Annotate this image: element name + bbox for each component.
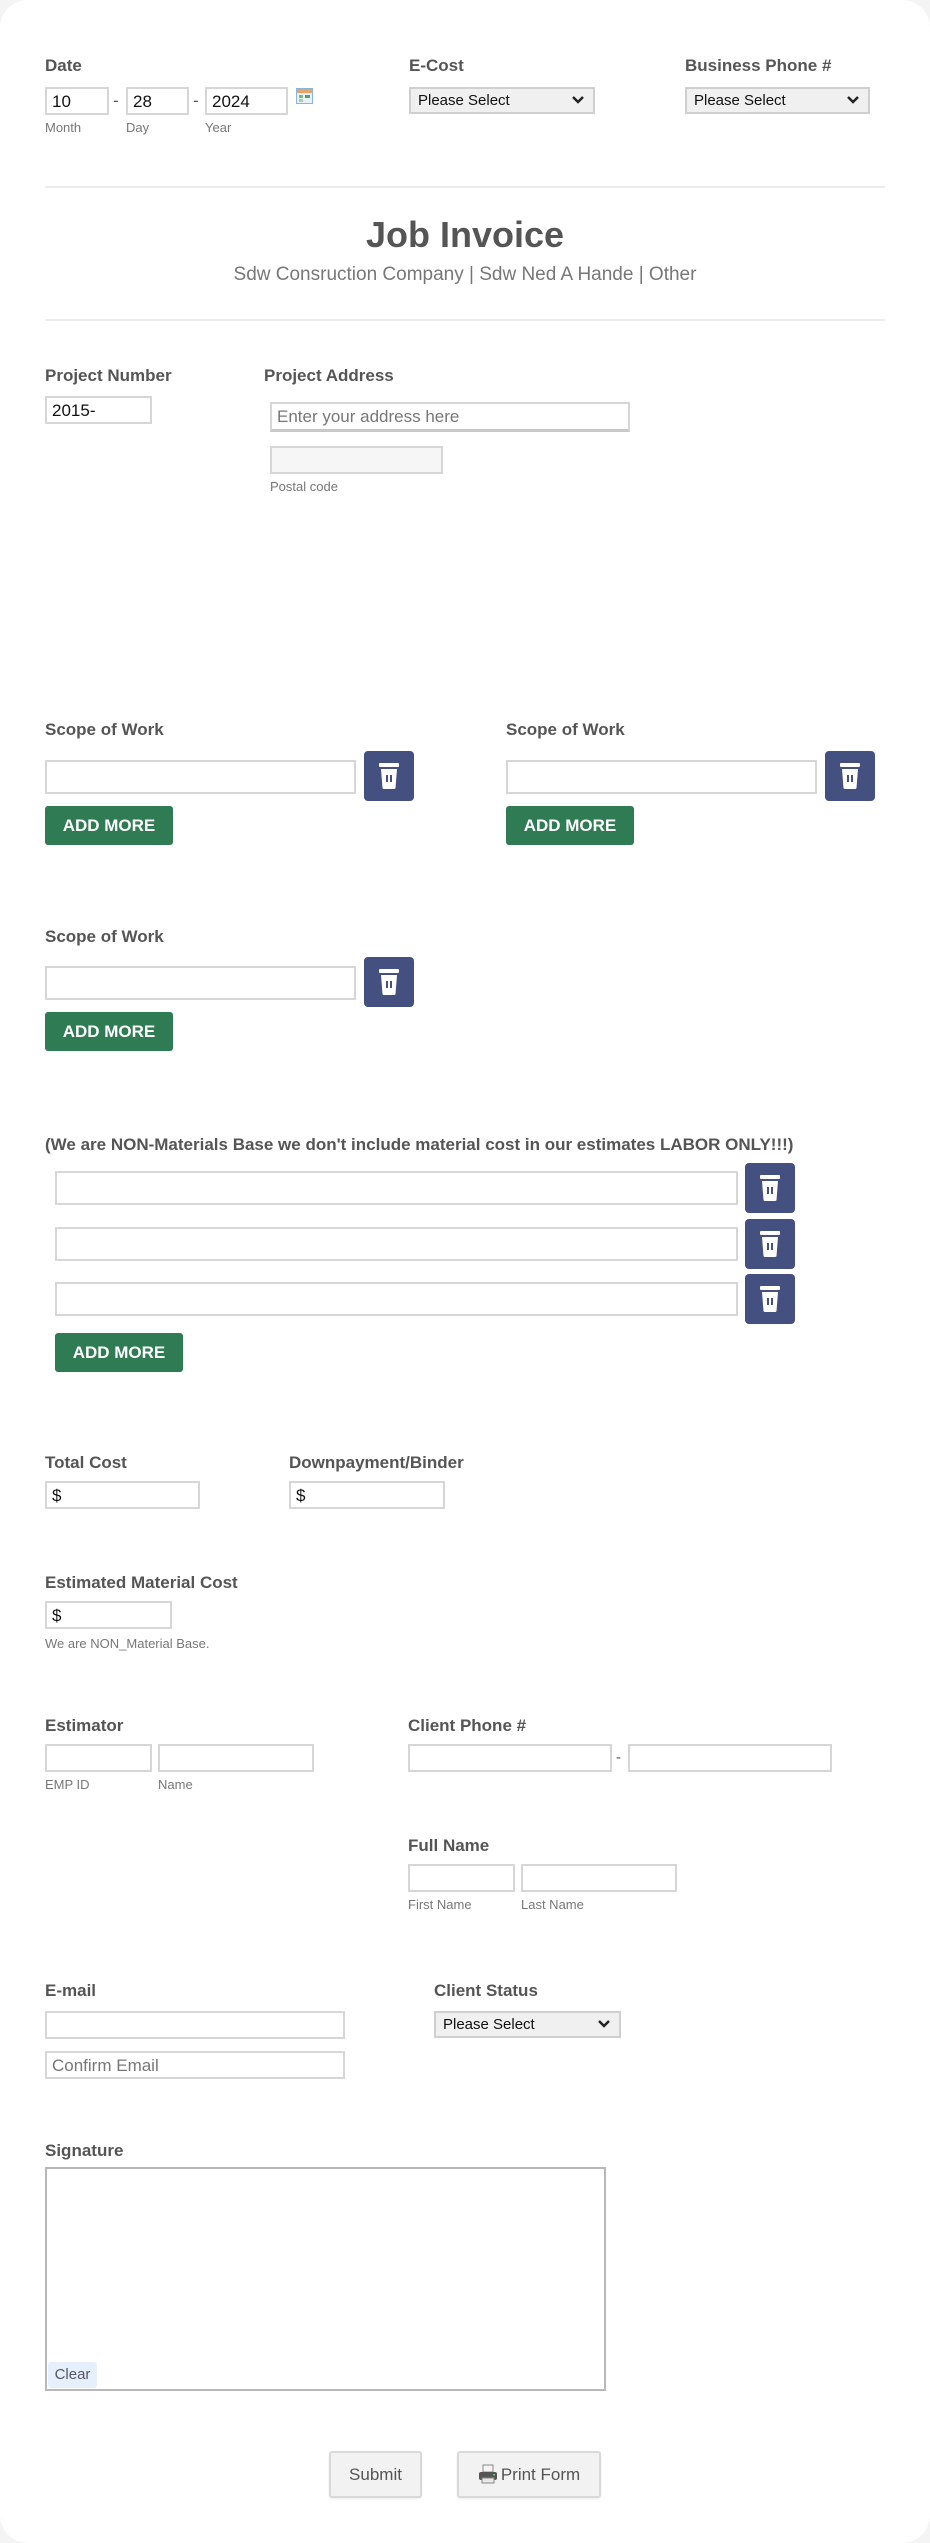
delete-labor-item-button[interactable] bbox=[745, 1163, 795, 1213]
scope-of-work-label: Scope of Work bbox=[45, 720, 164, 739]
last-name-input[interactable] bbox=[521, 1864, 677, 1892]
trash-icon bbox=[377, 968, 401, 996]
material-cost-sublabel: We are NON_Material Base. bbox=[45, 1636, 210, 1651]
labor-item-input[interactable] bbox=[55, 1227, 738, 1261]
add-more-scope-button[interactable]: ADD MORE bbox=[45, 806, 173, 845]
first-name-input[interactable] bbox=[408, 1864, 515, 1892]
project-number-label: Project Number bbox=[45, 366, 172, 385]
page-title: Job Invoice bbox=[365, 214, 565, 255]
printer-icon bbox=[478, 2464, 498, 2484]
material-cost-label: Estimated Material Cost bbox=[45, 1573, 238, 1592]
signature-label: Signature bbox=[45, 2141, 124, 2160]
submit-button[interactable]: Submit bbox=[329, 2451, 422, 2498]
downpayment-input[interactable]: $ bbox=[289, 1481, 445, 1509]
client-phone-number-input[interactable] bbox=[628, 1744, 832, 1772]
client-status-label: Client Status bbox=[434, 1981, 538, 2000]
project-number-input[interactable]: 2015- bbox=[45, 396, 152, 424]
postal-code-input[interactable] bbox=[270, 446, 443, 474]
labor-item-input[interactable] bbox=[55, 1282, 738, 1316]
add-more-labor-button[interactable]: ADD MORE bbox=[55, 1333, 183, 1372]
first-name-sublabel: First Name bbox=[408, 1897, 472, 1912]
chevron-down-icon bbox=[571, 93, 585, 107]
page-subtitle: Sdw Consruction Company | Sdw Ned A Hande | Other bbox=[233, 264, 697, 285]
print-form-label: Print Form bbox=[500, 2465, 581, 2484]
business-phone-select[interactable] bbox=[685, 87, 870, 114]
client-phone-area-input[interactable] bbox=[408, 1744, 612, 1772]
scope-of-work-label: Scope of Work bbox=[506, 720, 625, 739]
calendar-icon[interactable] bbox=[296, 88, 313, 104]
total-cost-input[interactable]: $ bbox=[45, 1481, 200, 1509]
emp-id-sublabel: EMP ID bbox=[45, 1777, 90, 1792]
date-day-sublabel: Day bbox=[126, 120, 150, 135]
estimator-name-input[interactable] bbox=[158, 1744, 314, 1772]
phone-separator: - bbox=[616, 1749, 621, 1766]
delete-scope-button[interactable] bbox=[825, 751, 875, 801]
trash-icon bbox=[758, 1285, 782, 1313]
signature-pad[interactable] bbox=[45, 2167, 606, 2391]
trash-icon bbox=[758, 1230, 782, 1258]
trash-icon bbox=[838, 762, 862, 790]
date-month-input[interactable]: 10 bbox=[45, 87, 109, 115]
estimator-emp-id-input[interactable] bbox=[45, 1744, 152, 1772]
client-status-select[interactable] bbox=[434, 2011, 621, 2038]
ecost-selected-value: Please Select bbox=[418, 92, 510, 109]
scope-of-work-label: Scope of Work bbox=[45, 927, 164, 946]
add-more-scope-button[interactable]: ADD MORE bbox=[45, 1012, 173, 1051]
email-input[interactable] bbox=[45, 2011, 345, 2039]
last-name-sublabel: Last Name bbox=[521, 1897, 584, 1912]
delete-labor-item-button[interactable] bbox=[745, 1274, 795, 1324]
delete-scope-button[interactable] bbox=[364, 751, 414, 801]
full-name-label: Full Name bbox=[408, 1836, 490, 1855]
print-form-button[interactable] bbox=[457, 2451, 601, 2498]
business-phone-selected-value: Please Select bbox=[694, 92, 786, 109]
date-separator: - bbox=[193, 91, 199, 110]
postal-code-sublabel: Postal code bbox=[270, 479, 338, 494]
scope-of-work-input[interactable] bbox=[506, 760, 817, 794]
client-status-selected-value: Please Select bbox=[443, 2016, 535, 2033]
date-year-input[interactable]: 2024 bbox=[205, 87, 288, 115]
labor-only-label: (We are NON-Materials Base we don't include material cost in our estimates LABOR ONLY!!!) bbox=[45, 1135, 794, 1154]
estimator-label: Estimator bbox=[45, 1716, 124, 1735]
project-address-label: Project Address bbox=[264, 366, 394, 385]
email-label: E-mail bbox=[45, 1981, 97, 2000]
delete-scope-button[interactable] bbox=[364, 957, 414, 1007]
date-day-input[interactable]: 28 bbox=[126, 87, 189, 115]
scope-of-work-input[interactable] bbox=[45, 760, 356, 794]
delete-labor-item-button[interactable] bbox=[745, 1219, 795, 1269]
date-month-sublabel: Month bbox=[45, 120, 82, 135]
total-cost-label: Total Cost bbox=[45, 1453, 127, 1472]
chevron-down-icon bbox=[597, 2017, 611, 2031]
confirm-email-input[interactable]: Confirm Email bbox=[45, 2051, 345, 2079]
downpayment-label: Downpayment/Binder bbox=[289, 1453, 464, 1472]
date-year-sublabel: Year bbox=[205, 120, 232, 135]
business-phone-label: Business Phone # bbox=[685, 56, 832, 75]
ecost-select[interactable] bbox=[409, 87, 595, 114]
trash-icon bbox=[758, 1174, 782, 1202]
date-separator: - bbox=[113, 91, 119, 110]
chevron-down-icon bbox=[846, 93, 860, 107]
ecost-label: E-Cost bbox=[409, 56, 464, 75]
address-input[interactable]: Enter your address here bbox=[270, 402, 630, 432]
material-cost-input[interactable]: $ bbox=[45, 1601, 172, 1629]
add-more-scope-button[interactable]: ADD MORE bbox=[506, 806, 634, 845]
scope-of-work-input[interactable] bbox=[45, 966, 356, 1000]
header-divider-bottom bbox=[45, 319, 885, 321]
estimator-name-sublabel: Name bbox=[158, 1777, 193, 1792]
labor-item-input[interactable] bbox=[55, 1171, 738, 1205]
clear-signature-button[interactable]: Clear bbox=[48, 2362, 97, 2388]
header-divider-top bbox=[45, 186, 885, 188]
date-label: Date bbox=[45, 56, 82, 75]
client-phone-label: Client Phone # bbox=[408, 1716, 527, 1735]
trash-icon bbox=[377, 762, 401, 790]
